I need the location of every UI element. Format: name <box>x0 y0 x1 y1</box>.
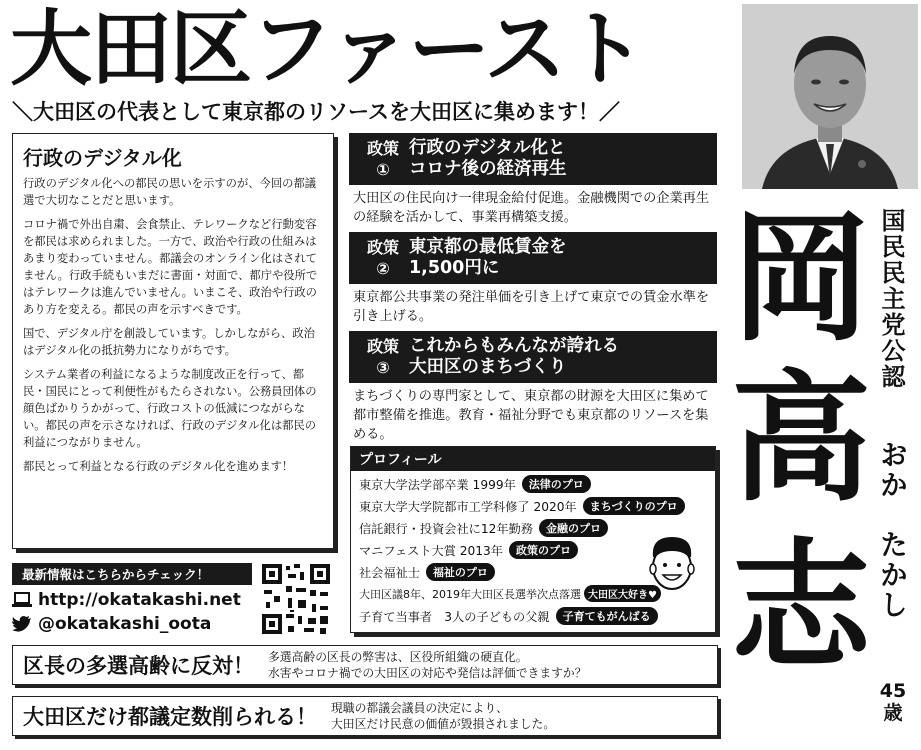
policy-title: 行政のデジタル化と コロナ後の経済再生 <box>409 138 567 179</box>
policy-number: 政策 ② <box>366 238 399 278</box>
profile-text: マニフェスト大賞 2013年 <box>359 543 503 558</box>
twitter-bird-icon <box>12 616 32 632</box>
policy-title: 東京都の最低賃金を 1,500円に <box>409 237 567 278</box>
article-paragraph: 都民とって利益となる行政のデジタル化を進めます！ <box>23 460 294 473</box>
twitter-link[interactable] <box>12 614 211 634</box>
candidate-name-char: 志 <box>730 526 871 689</box>
bottom-box-text: 現職の都議会議員の決定により、 大田区だけ民意の価値が毀損されました。 <box>331 701 556 731</box>
profile-text: 社会福祉士 <box>359 565 420 580</box>
candidate-photo <box>742 4 918 189</box>
name-reading: おか たかし <box>876 440 909 620</box>
policy-number: 政策 ③ <box>366 337 399 377</box>
profile-row <box>359 475 591 493</box>
article-paragraph: システム業者の利益になるような制度改正を行って、都民・国民にとって利便性がもたらされない。公務員団体の顔色ばかりうかがって、行政コストの低減につながらない。都民の声を示さなければ、行政のデジタル化は都民の利益につながりません。 <box>23 368 317 449</box>
party-endorsement: 国民民主党公認 <box>877 208 905 390</box>
article-paragraph: 国で、デジタル庁を創設しています。しかしながら、政治はデジタル化の抵抗勢力になりがちです。 <box>23 327 315 357</box>
profile-badge: 福祉のプロ <box>426 563 495 581</box>
bottom-box-text: 多選高齢の区長の弊害は、区役所組織の硬直化。 水害やコロナ禍での大田区の対応や発信は評価できますか？ <box>268 650 587 680</box>
twitter-handle[interactable]: @okatakashi_oota <box>38 614 212 634</box>
profile-badge: 子育てもがんばる <box>556 607 658 625</box>
profile-text: 東京大学大学院都市工学科修了 2020年 <box>359 499 577 514</box>
policy-3-header <box>349 331 717 383</box>
profile-row <box>359 563 495 581</box>
candidate-name-char: 高 <box>730 358 871 521</box>
policy-2-header <box>349 232 717 284</box>
policy-title: これからもみんなが誇れる 大田区のまちづくり <box>409 336 619 377</box>
profile-heading: プロフィール <box>351 447 715 471</box>
policy-2-body: 東京都公共事業の発注単価を引き上げて東京での賃金水準を引き上げる。 <box>353 290 710 324</box>
profile-box <box>350 446 716 633</box>
qr-code-icon[interactable] <box>260 562 332 636</box>
profile-row <box>359 607 658 625</box>
profile-badge: 政策のプロ <box>509 541 578 559</box>
profile-row <box>359 541 578 559</box>
profile-text: 東京大学法学部卒業 1999年 <box>359 477 516 492</box>
bottom-box-mayor <box>12 645 718 685</box>
article-paragraph: コロナ禍で外出自粛、会食禁止、テレワークなど行動変容を都民は求められました。一方で、政治や行政の仕組みはあまり変わっていません。都議会のオンライン化はされてません。行政手続もいまだに書面・対面で、都庁や役所ではテレワークは進んでいません。いまこそ、政治や行政のあり方を変える。都民の声を示すべきです。 <box>23 218 318 316</box>
digitalization-article <box>12 133 334 549</box>
headline: 大田区ファースト <box>10 2 645 97</box>
contact-banner: 最新情報はこちらからチェック！ <box>12 563 252 585</box>
policy-1-header <box>349 133 717 185</box>
profile-text: 大田区議8年、2019年大田区長選挙次点落選 <box>359 587 581 601</box>
profile-text: 子育て当事者 3人の子どもの父親 <box>359 609 550 624</box>
profile-badge: 法律のプロ <box>522 475 591 493</box>
laptop-icon <box>12 592 32 608</box>
bottom-box-title: 大田区だけ都議定数削られる！ <box>23 705 317 729</box>
subheadline: ＼大田区の代表として東京都のリソースを大田区に集めます！／ <box>12 100 620 124</box>
bottom-box-title: 区長の多選高齢に反対！ <box>23 654 254 678</box>
profile-text: 信託銀行・投資会社に12年勤務 <box>359 521 533 536</box>
profile-badge: まちづくりのプロ <box>583 497 685 515</box>
article-paragraph: 行政のデジタル化への都民の思いを示すのが、今回の都議選で大切なことだと思います。 <box>23 177 317 207</box>
website-url[interactable]: http://okatakashi.net <box>38 590 241 610</box>
website-link[interactable] <box>12 590 241 610</box>
profile-badge: 大田区大好き♥ <box>584 585 661 602</box>
candidate-name-char: 岡 <box>730 198 871 361</box>
age-number: 45 <box>879 680 907 702</box>
cartoon-face-icon <box>645 533 699 595</box>
policy-1-body: 大田区の住民向け一律現金給付促進。金融機関での企業再生の経験を活かして、事業再構築支援。 <box>353 191 710 225</box>
article-title: 行政のデジタル化 <box>23 146 182 170</box>
candidate-age <box>870 680 916 724</box>
profile-badge: 金融のプロ <box>539 519 608 537</box>
profile-row <box>359 585 661 602</box>
age-unit: 歳 <box>883 702 903 724</box>
policy-number: 政策 ① <box>366 139 399 179</box>
profile-row <box>359 519 608 537</box>
profile-row <box>359 497 685 515</box>
policy-3-body: まちづくりの専門家として、東京都の財源を大田区に集めて都市整備を推進。教育・福祉分野でも東京都のリソースを集める。 <box>353 389 709 442</box>
bottom-box-seats <box>12 696 718 736</box>
candidate-portrait-icon <box>742 4 918 189</box>
